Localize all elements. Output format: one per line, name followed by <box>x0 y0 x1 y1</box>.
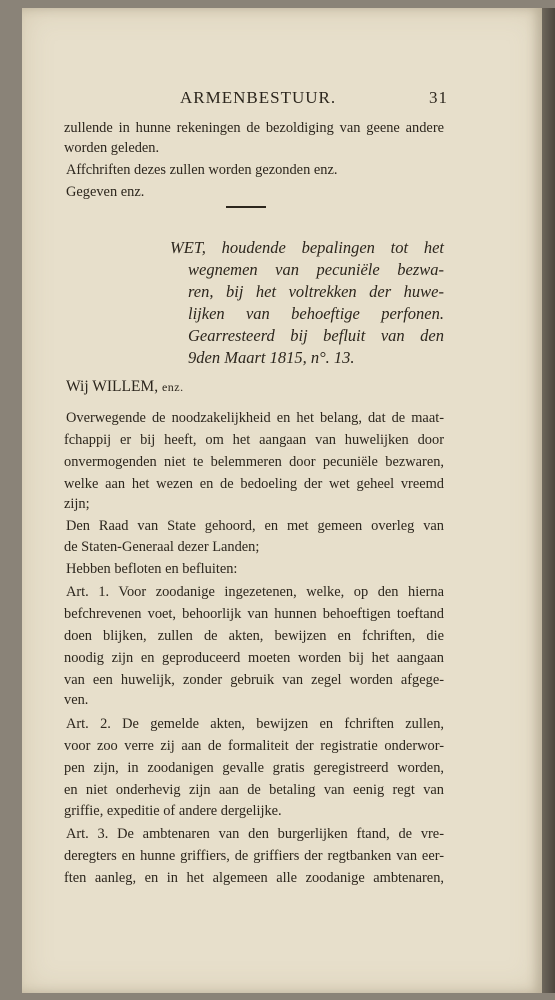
page-number: 31 <box>429 88 448 107</box>
text-line: Den Raad van State gehoord, en met gemeen overleg van <box>66 518 444 534</box>
page-edge <box>542 8 555 993</box>
text-line: welke aan het wezen en de bedoeling der wet geheel vreemd <box>64 476 444 492</box>
running-title: ARMENBESTUUR. <box>180 88 337 107</box>
text-line: ven. <box>64 692 89 708</box>
decree-heading-suffix: enz. <box>161 380 184 394</box>
text-line: befchrevenen voet, behoorlijk van hunnen behoeftigen toeftand <box>64 606 444 622</box>
text-line: zullende in hunne rekeningen de bezoldiging van geene andere <box>64 120 444 136</box>
law-title-line: ren, bij het voltrekken der huwe- <box>188 282 444 301</box>
text-line: Affchriften dezes zullen worden gezonden enz. <box>66 162 338 178</box>
decree-heading <box>66 378 184 396</box>
text-line: voor zoo verre zij aan de formaliteit der registratie onderwor- <box>64 738 444 754</box>
law-title-line: lijken van behoeftige perfonen. <box>188 304 444 323</box>
decree-heading-main: Wij WILLEM, <box>66 378 159 395</box>
text-line: fchappij er bij heeft, om het aangaan van huwelijken door <box>64 432 444 448</box>
text-line: ften aanleg, en in het algemeen alle zoodanige ambtenaren, <box>64 870 444 886</box>
law-title-line: WET, houdende bepalingen tot het <box>170 238 444 257</box>
text-line: en niet onderhevig zijn aan de betaling van eenig regt van <box>64 782 444 798</box>
section-divider <box>226 206 266 208</box>
text-line: zijn; <box>64 496 90 512</box>
text-line: worden geleden. <box>64 140 160 156</box>
text-line: griffie, expeditie of andere dergelijke. <box>64 803 282 819</box>
text-line: onvermogenden niet te belemmeren door pecuniële bezwaren, <box>64 454 444 470</box>
law-title-line: 9den Maart 1815, n°. 13. <box>188 348 355 367</box>
text-line: pen zijn, in zoodanigen gevalle gratis geregistreerd worden, <box>64 760 444 776</box>
text-line: Art. 1. Voor zoodanige ingezetenen, welke, op den hierna <box>66 584 444 600</box>
law-title-line: wegnemen van pecuniële bezwa- <box>188 260 444 279</box>
text-line: de Staten-Generaal dezer Landen; <box>64 539 260 555</box>
text-line: Art. 3. De ambtenaren van den burgerlijken ftand, de vre- <box>66 826 444 842</box>
text-line: doen blijken, zullen de akten, bewijzen en fchriften, die <box>64 628 444 644</box>
text-line: van een huwelijk, zonder gebruik van zegel worden afgege- <box>64 672 444 688</box>
text-line: Overwegende de noodzakelijkheid en het belang, dat de maat- <box>66 410 444 426</box>
text-line: Hebben befloten en befluiten: <box>66 561 238 577</box>
text-line: noodig zijn en geproduceerd moeten worden bij het aangaan <box>64 650 444 666</box>
text-line: deregters en hunne griffiers, de griffiers der regtbanken van eer- <box>64 848 444 864</box>
law-title-line: Gearresteerd bij befluit van den <box>188 326 444 345</box>
text-line: Gegeven enz. <box>66 184 145 200</box>
text-line: Art. 2. De gemelde akten, bewijzen en fchriften zullen, <box>66 716 444 732</box>
